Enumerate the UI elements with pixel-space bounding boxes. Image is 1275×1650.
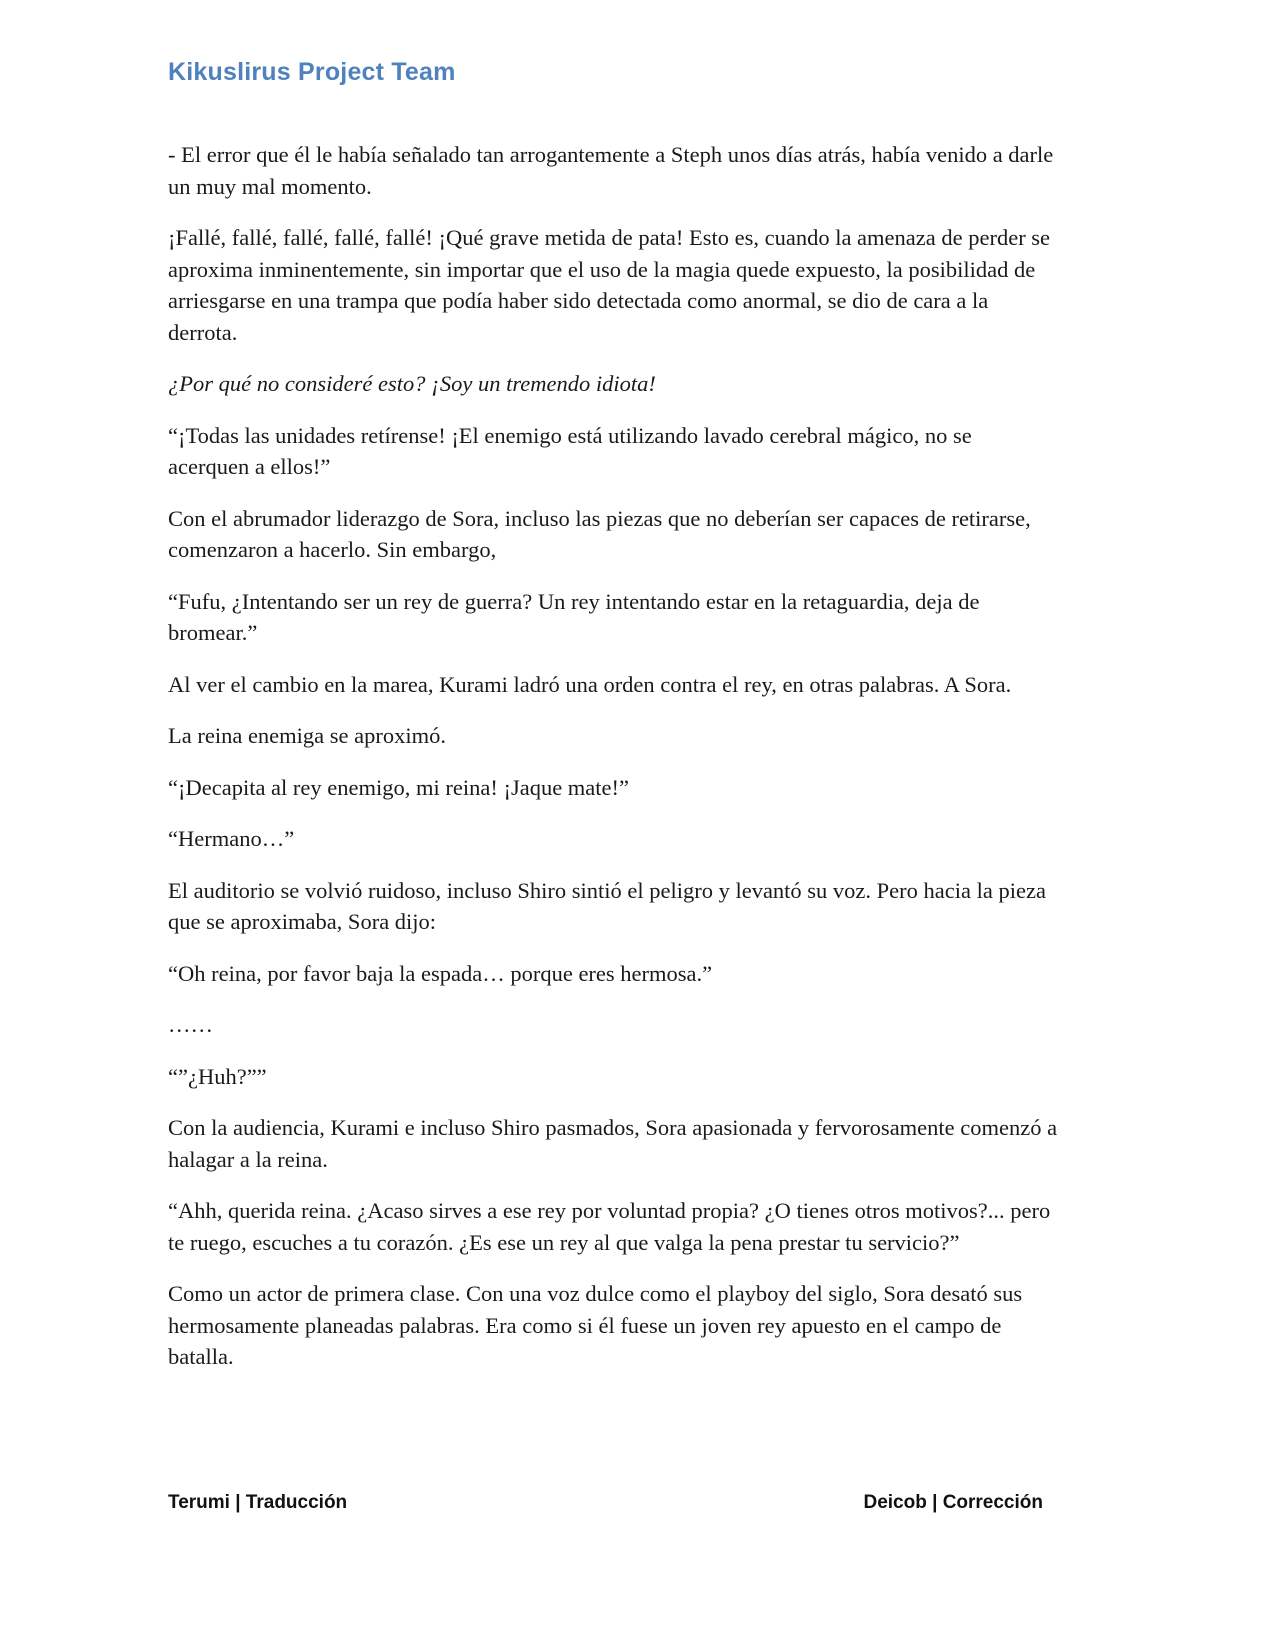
footer-translator-credit: Terumi | Traducción — [168, 1492, 348, 1513]
document-body — [168, 139, 1058, 1393]
body-paragraph: “”¿Huh?”” — [168, 1063, 267, 1089]
page-header-title: Kikuslirus Project Team — [168, 58, 456, 86]
footer-proofreader-credit: Deicob | Corrección — [863, 1492, 1043, 1513]
body-paragraph: El auditorio se volvió ruidoso, incluso Shiro sintió el peligro y levantó su voz. Pero hacia la pieza que se aproximaba, Sora dijo: — [168, 877, 1046, 934]
body-paragraph: “¡Todas las unidades retírense! ¡El enemigo está utilizando lavado cerebral mágico, no se acerquen a ellos!” — [168, 422, 972, 479]
body-paragraph: La reina enemiga se aproximó. — [168, 723, 447, 748]
body-paragraph: “Ahh, querida reina. ¿Acaso sirves a ese rey por voluntad propia? ¿O tienes otros motivos?... pero te ruego, escuches a tu corazón. ¿Es ese un rey al que valga la pena prestar tu servicio?” — [168, 1198, 1051, 1255]
body-paragraph: ¿Por qué no consideré esto? ¡Soy un tremendo idiota! — [168, 371, 656, 396]
body-paragraph: Como un actor de primera clase. Con una voz dulce como el playboy del siglo, Sora desató sus hermosamente planeadas palabras. Era como si él fuese un joven rey apuesto en el campo de batalla. — [168, 1281, 1023, 1369]
body-paragraph: Con el abrumador liderazgo de Sora, incluso las piezas que no deberían ser capaces de retirarse, comenzaron a hacerlo. Sin embargo, — [168, 505, 1031, 562]
body-paragraph: …… — [168, 1012, 213, 1037]
body-paragraph: Al ver el cambio en la marea, Kurami ladró una orden contra el rey, en otras palabras. A Sora. — [168, 671, 1012, 697]
body-paragraph: Con la audiencia, Kurami e incluso Shiro pasmados, Sora apasionada y fervorosamente comenzó a halagar a la reina. — [168, 1115, 1058, 1172]
body-paragraph: “Oh reina, por favor baja la espada… porque eres hermosa.” — [168, 960, 713, 986]
body-paragraph: “¡Decapita al rey enemigo, mi reina! ¡Jaque mate!” — [168, 774, 630, 800]
body-paragraph: - El error que él le había señalado tan arrogantemente a Steph unos días atrás, había venido a darle un muy mal momento. — [168, 142, 1054, 199]
body-paragraph: ¡Fallé, fallé, fallé, fallé, fallé! ¡Qué grave metida de pata! Esto es, cuando la amenaza de perder se aproxima inminentemente, sin importar que el uso de la magia quede expuesto, la posibilidad de arriesgarse en una trampa que podía haber sido detectada como anormal, se dio de cara a la derrota. — [168, 225, 1051, 345]
body-paragraph: “Fufu, ¿Intentando ser un rey de guerra? Un rey intentando estar en la retaguardia, deja de bromear.” — [168, 588, 980, 645]
body-paragraph: “Hermano…” — [168, 826, 295, 851]
